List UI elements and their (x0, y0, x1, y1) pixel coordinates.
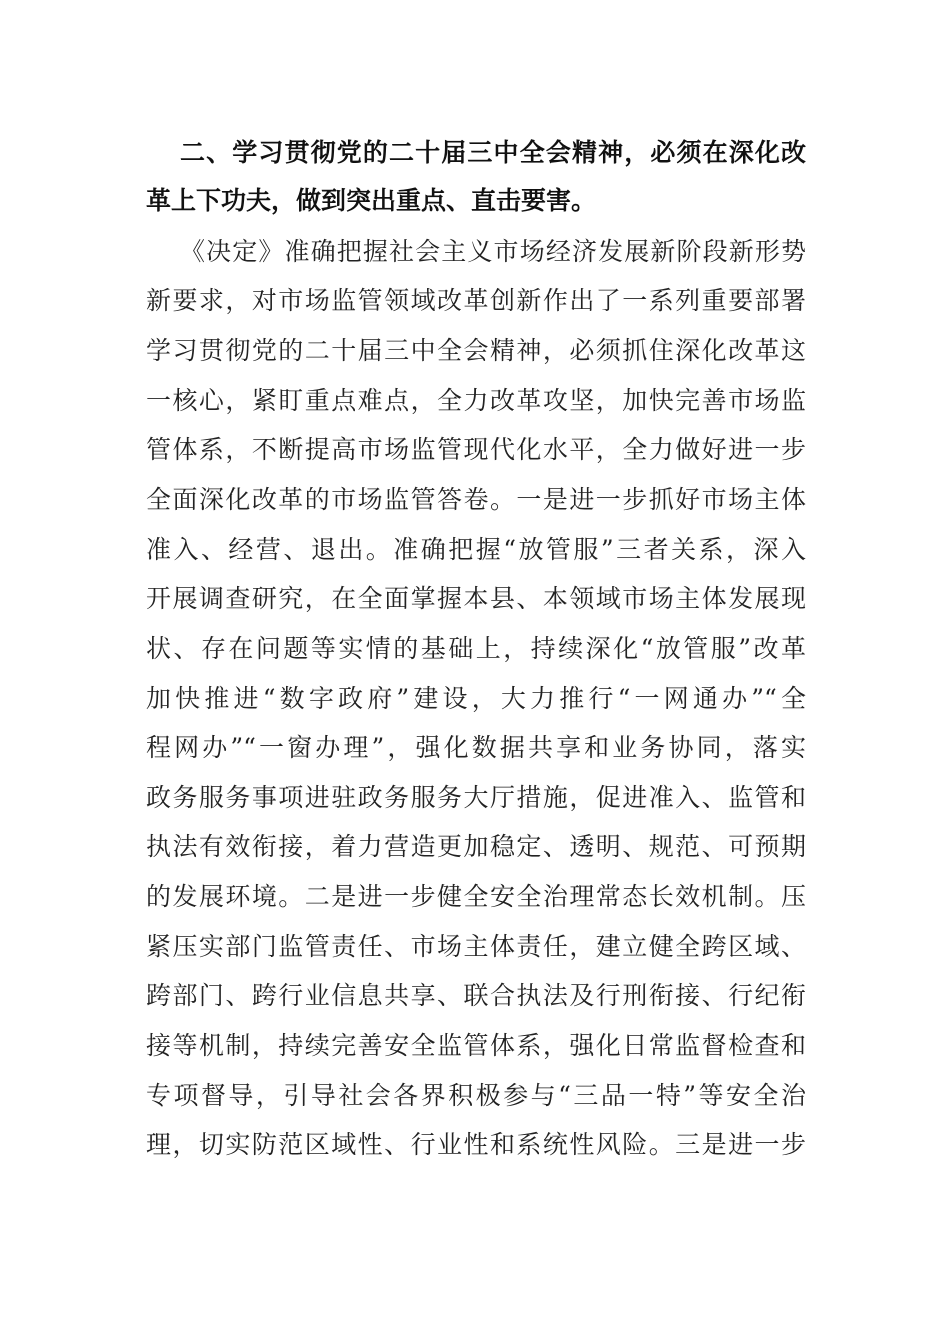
body-line-19: 理，切实防范区域性、行业性和系统性风险。三是进一步 (146, 1130, 806, 1159)
body-line-4: 一核心，紧盯重点难点，全力改革攻坚，加快完善市场监 (146, 386, 806, 415)
body-line-12: 政务服务事项进驻政务服务大厅措施，促进准入、监管和 (146, 783, 806, 812)
body-line-14: 的发展环境。二是进一步健全安全治理常态长效机制。压 (146, 882, 806, 911)
body-line-7: 准入、经营、退出。准确把握“放管服”三者关系，深入 (146, 535, 806, 564)
body-line-10: 加快推进“数字政府”建设，大力推行“一网通办”“全 (146, 684, 806, 713)
body-line-2: 新要求，对市场监管领域改革创新作出了一系列重要部署 (146, 286, 806, 315)
body-line-18: 专项督导，引导社会各界积极参与“三品一特”等安全治 (146, 1081, 806, 1110)
heading-line-2: 革上下功夫，做到突出重点、直击要害。 (146, 186, 597, 215)
body-line-11: 程网办”“一窗办理”，强化数据共享和业务协同，落实 (146, 733, 806, 762)
body-line-9: 状、存在问题等实情的基础上，持续深化“放管服”改革 (146, 634, 806, 663)
body-line-16: 跨部门、跨行业信息共享、联合执法及行刑衔接、行纪衔 (146, 981, 806, 1010)
body-line-3: 学习贯彻党的二十届三中全会精神，必须抓住深化改革这 (146, 336, 806, 365)
body-line-1: 《决定》准确把握社会主义市场经济发展新阶段新形势 (180, 237, 806, 266)
body-line-8: 开展调查研究，在全面掌握本县、本领域市场主体发展现 (146, 584, 806, 613)
heading-line-1: 二、学习贯彻党的二十届三中全会精神，必须在深化改 (180, 138, 806, 167)
body-line-5: 管体系，不断提高市场监管现代化水平，全力做好进一步 (146, 435, 806, 464)
body-line-13: 执法有效衔接，着力营造更加稳定、透明、规范、可预期 (146, 832, 806, 861)
body-line-6: 全面深化改革的市场监管答卷。一是进一步抓好市场主体 (146, 485, 806, 514)
body-line-15: 紧压实部门监管责任、市场主体责任，建立健全跨区域、 (146, 932, 806, 961)
body-line-17: 接等机制，持续完善安全监管体系，强化日常监督检查和 (146, 1031, 806, 1060)
